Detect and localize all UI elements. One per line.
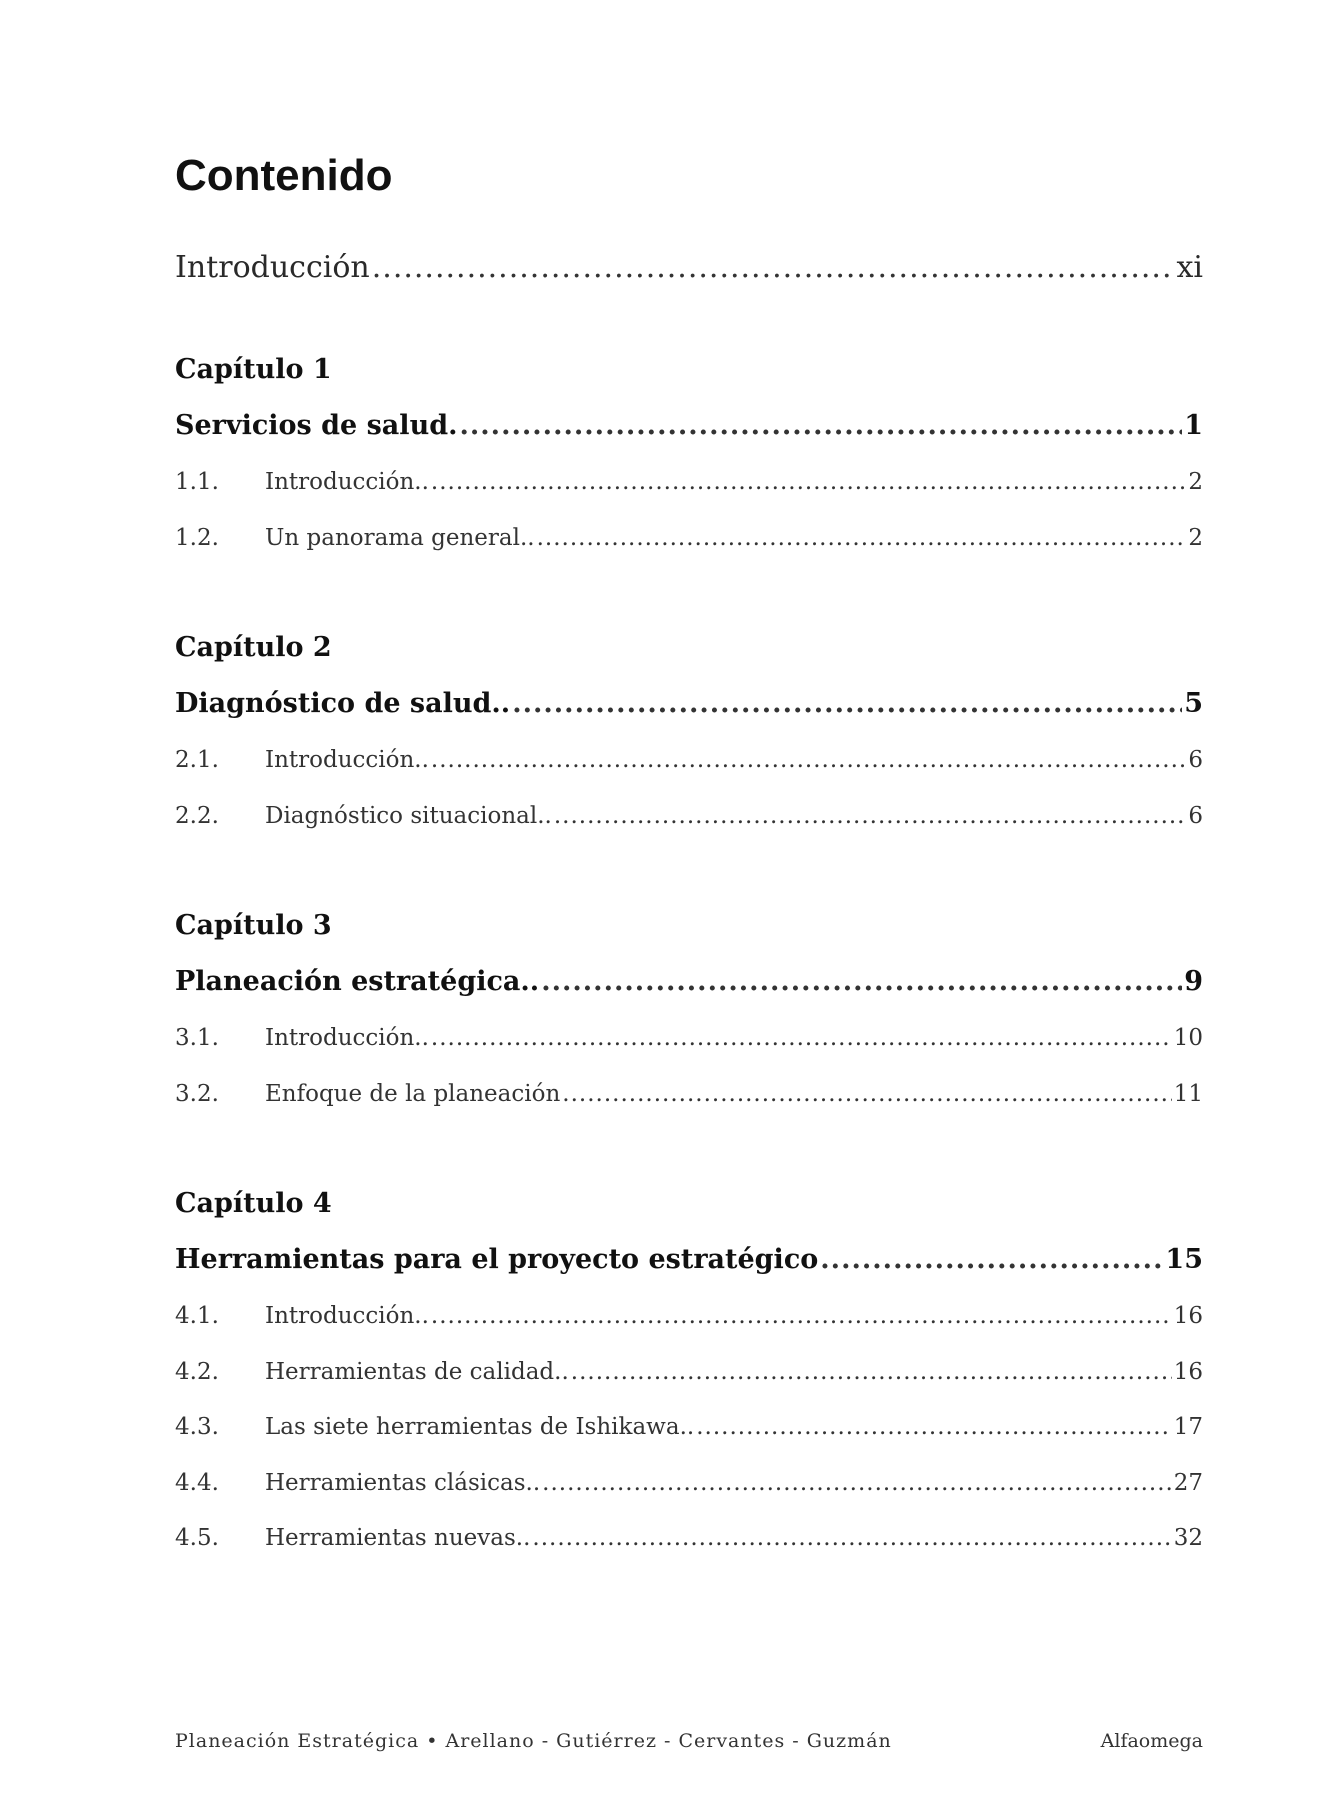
chapter-heading: Capítulo 2 <box>175 632 332 663</box>
toc-entry-label: Un panorama general.. <box>265 525 535 551</box>
toc-entry-page: 16 <box>1173 1359 1203 1385</box>
dot-leader <box>571 1356 1172 1388</box>
toc-section-entry[interactable] <box>175 1522 1203 1554</box>
toc-entry-label: Planeación estratégica.. <box>175 966 540 997</box>
toc-entry-label: Introducción.. <box>265 747 429 773</box>
dot-leader <box>562 1078 1171 1110</box>
dot-leader <box>431 466 1186 498</box>
page-footer <box>175 1728 1203 1754</box>
toc-entry-label: Introducción.. <box>265 1025 429 1051</box>
document-page <box>175 0 1203 1812</box>
toc-entry-label: Herramientas nuevas.. <box>265 1525 531 1551</box>
toc-chapter-title[interactable] <box>175 964 1203 1000</box>
dot-leader <box>431 1022 1172 1054</box>
toc-section-entry[interactable] <box>175 1411 1203 1443</box>
toc-section-entry[interactable] <box>175 522 1203 554</box>
section-number: 2.2. <box>175 803 219 829</box>
toc-section-entry[interactable] <box>175 744 1203 776</box>
toc-entry-page: 1 <box>1184 410 1203 441</box>
section-number: 4.3. <box>175 1414 219 1440</box>
toc-entry-label: Herramientas para el proyecto estratégico <box>175 1244 819 1275</box>
toc-entry-page: 5 <box>1184 688 1203 719</box>
toc-entry-page: 10 <box>1173 1025 1203 1051</box>
toc-entry-page: 17 <box>1173 1414 1203 1440</box>
toc-entry-label: Las siete herramientas de Ishikawa.. <box>265 1414 695 1440</box>
toc-entry-page: 32 <box>1173 1525 1203 1551</box>
section-number: 2.1. <box>175 747 219 773</box>
toc-entry-page: 9 <box>1184 966 1203 997</box>
toc-section-entry[interactable] <box>175 1022 1203 1054</box>
toc-entry-label: Introducción <box>175 250 370 285</box>
toc-entry-label: Servicios de salud. <box>175 410 458 441</box>
dot-leader <box>554 800 1187 832</box>
chapter-heading: Capítulo 4 <box>175 1188 332 1219</box>
chapter-heading: Capítulo 3 <box>175 910 332 941</box>
toc-section-entry[interactable] <box>175 1467 1203 1499</box>
dot-leader <box>820 1242 1163 1278</box>
dot-leader <box>512 686 1182 722</box>
toc-entry-label: Introducción.. <box>265 469 429 495</box>
toc-entry-page: 2 <box>1188 525 1203 551</box>
toc-entry-label: Diagnóstico de salud.. <box>175 688 511 719</box>
section-number: 1.2. <box>175 525 219 551</box>
section-number: 4.4. <box>175 1470 219 1496</box>
toc-entry-page: xi <box>1176 250 1203 285</box>
toc-chapter-title[interactable] <box>175 686 1203 722</box>
toc-entry-page: 16 <box>1173 1303 1203 1329</box>
toc-entry-page: 2 <box>1188 469 1203 495</box>
section-number: 4.5. <box>175 1525 219 1551</box>
dot-leader <box>542 1467 1172 1499</box>
footer-book-credit: Planeación Estratégica • Arellano - Gutiérrez - Cervantes - Guzmán <box>175 1730 892 1752</box>
toc-entry-page: 6 <box>1188 803 1203 829</box>
section-number: 4.2. <box>175 1359 219 1385</box>
dot-leader <box>537 522 1187 554</box>
dot-leader <box>532 1522 1171 1554</box>
toc-section-entry[interactable] <box>175 800 1203 832</box>
section-number: 1.1. <box>175 469 219 495</box>
section-number: 4.1. <box>175 1303 219 1329</box>
dot-leader <box>696 1411 1172 1443</box>
toc-entry-page: 27 <box>1173 1470 1203 1496</box>
toc-section-entry[interactable] <box>175 1078 1203 1110</box>
section-number: 3.2. <box>175 1081 219 1107</box>
dot-leader <box>431 1300 1172 1332</box>
toc-entry-page: 6 <box>1188 747 1203 773</box>
toc-chapter-title[interactable] <box>175 1242 1203 1278</box>
toc-entry-label: Diagnóstico situacional.. <box>265 803 552 829</box>
toc-section-entry[interactable] <box>175 466 1203 498</box>
dot-leader <box>459 408 1182 444</box>
chapter-heading: Capítulo 1 <box>175 354 332 385</box>
section-number: 3.1. <box>175 1025 219 1051</box>
toc-section-entry[interactable] <box>175 1300 1203 1332</box>
toc-entry-label: Herramientas clásicas.. <box>265 1470 541 1496</box>
dot-leader <box>372 248 1175 288</box>
toc-entry-page: 11 <box>1173 1081 1203 1107</box>
toc-entry-page: 15 <box>1165 1244 1203 1275</box>
dot-leader <box>431 744 1186 776</box>
footer-publisher: Alfaomega <box>1100 1730 1203 1752</box>
toc-entry-label: Introducción.. <box>265 1303 429 1329</box>
toc-entry-label: Enfoque de la planeación <box>265 1081 561 1107</box>
page-title: Contenido <box>175 151 393 200</box>
dot-leader <box>541 964 1182 1000</box>
toc-entry-label: Herramientas de calidad.. <box>265 1359 569 1385</box>
toc-section-entry[interactable] <box>175 1356 1203 1388</box>
toc-entry-introduction[interactable] <box>175 248 1203 288</box>
toc-chapter-title[interactable] <box>175 408 1203 444</box>
